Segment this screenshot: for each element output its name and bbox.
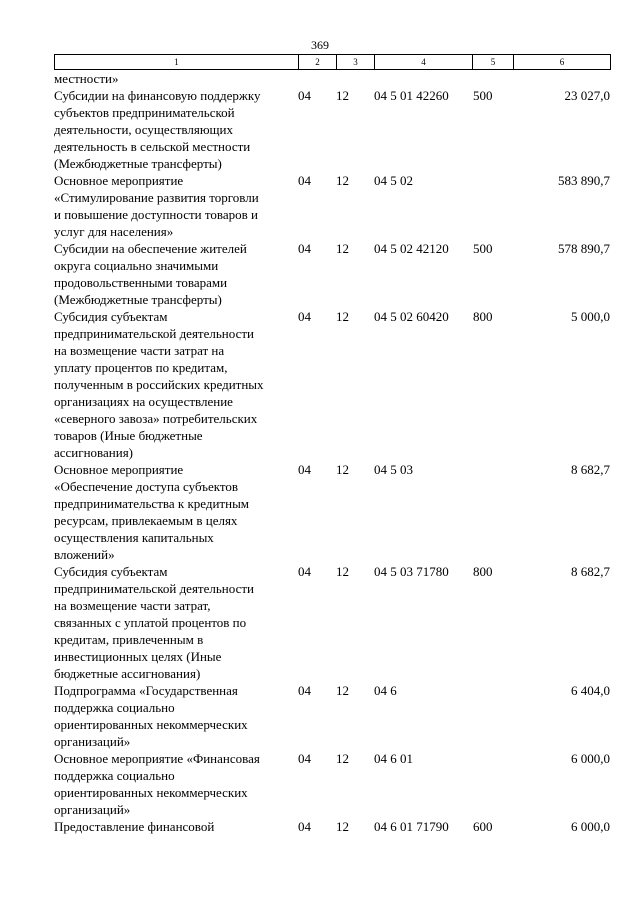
description-line: вложений» (54, 547, 115, 562)
target-article-code: 04 6 01 (374, 751, 413, 766)
description-line: округа социально значимыми (54, 258, 219, 273)
row-description (54, 240, 297, 308)
description-line: организаций» (54, 802, 131, 817)
subsection-code: 12 (336, 309, 349, 324)
description-line: деятельность в сельской местности (54, 139, 251, 154)
description-line: деятельности, осуществляющих (54, 122, 234, 137)
amount: 8 682,7 (571, 462, 610, 477)
target-article-code: 04 5 03 (374, 462, 413, 477)
subsection-code: 12 (336, 819, 349, 834)
table-row (54, 70, 614, 87)
description-line: поддержка социально (54, 700, 175, 715)
target-article-code: 04 5 01 42260 (374, 88, 449, 103)
amount: 23 027,0 (564, 88, 610, 103)
target-article-code: 04 6 01 71790 (374, 819, 449, 834)
expense-type-code: 800 (473, 309, 493, 324)
description-line: товаров (Иные бюджетные (54, 428, 203, 443)
section-code: 04 (298, 683, 311, 698)
subsection-code: 12 (336, 173, 349, 188)
section-code: 04 (298, 462, 311, 477)
description-line: уплату процентов по кредитам, (54, 360, 228, 375)
table-row (54, 172, 614, 240)
description-line: Предоставление финансовой (54, 819, 215, 834)
description-line: ассигнования) (54, 445, 134, 460)
description-line: Субсидии на финансовую поддержку (54, 88, 261, 103)
description-line: ориентированных некоммерческих (54, 717, 248, 732)
description-line: Подпрограмма «Государственная (54, 683, 238, 698)
subsection-code: 12 (336, 564, 349, 579)
row-description (54, 172, 297, 240)
table-row (54, 750, 614, 818)
description-line: Основное мероприятие «Финансовая (54, 751, 260, 766)
description-line: «Обеспечение доступа субъектов (54, 479, 239, 494)
description-line: осуществления капитальных (54, 530, 214, 545)
table-row (54, 563, 614, 682)
description-line: Субсидия субъектам (54, 309, 168, 324)
amount: 583 890,7 (558, 173, 610, 188)
target-article-code: 04 5 03 71780 (374, 564, 449, 579)
table-row (54, 308, 614, 461)
amount: 578 890,7 (558, 241, 610, 256)
description-line: ресурсам, привлекаемым в целях (54, 513, 238, 528)
table-row (54, 240, 614, 308)
column-header-4: 4 (375, 55, 473, 70)
description-line: местности» (54, 71, 119, 86)
description-line: «Стимулирование развития торговли (54, 190, 259, 205)
description-line: предпринимательской деятельности (54, 581, 254, 596)
description-line: Субсидия субъектам (54, 564, 168, 579)
description-line: (Межбюджетные трансферты) (54, 156, 222, 171)
section-code: 04 (298, 751, 311, 766)
section-code: 04 (298, 173, 311, 188)
description-line: «северного завоза» потребительских (54, 411, 258, 426)
amount: 8 682,7 (571, 564, 610, 579)
description-line: инвестиционных целях (Иные (54, 649, 222, 664)
subsection-code: 12 (336, 751, 349, 766)
description-line: Субсидии на обеспечение жителей (54, 241, 247, 256)
column-header-row (54, 54, 611, 70)
section-code: 04 (298, 88, 311, 103)
description-line: организациях на осуществление (54, 394, 233, 409)
description-line: связанных с уплатой процентов по (54, 615, 247, 630)
target-article-code: 04 6 (374, 683, 397, 698)
column-header-3: 3 (337, 55, 375, 70)
description-line: организаций» (54, 734, 131, 749)
section-code: 04 (298, 241, 311, 256)
table-row (54, 461, 614, 563)
description-line: предпринимательства к кредитным (54, 496, 250, 511)
row-description (54, 818, 297, 835)
description-line: ориентированных некоммерческих (54, 785, 248, 800)
column-header-5: 5 (473, 55, 514, 70)
description-line: и повышение доступности товаров и (54, 207, 258, 222)
target-article-code: 04 5 02 42120 (374, 241, 449, 256)
row-description (54, 682, 297, 750)
description-line: кредитам, привлеченным в (54, 632, 204, 647)
section-code: 04 (298, 564, 311, 579)
description-line: Основное мероприятие (54, 462, 184, 477)
row-description (54, 563, 297, 682)
row-description (54, 461, 297, 563)
amount: 6 404,0 (571, 683, 610, 698)
column-header-2: 2 (299, 55, 337, 70)
description-line: поддержка социально (54, 768, 175, 783)
table-row (54, 87, 614, 172)
subsection-code: 12 (336, 683, 349, 698)
row-description (54, 308, 297, 461)
description-line: Основное мероприятие (54, 173, 184, 188)
expense-type-code: 500 (473, 88, 493, 103)
page-number: 369 (311, 38, 329, 52)
subsection-code: 12 (336, 88, 349, 103)
section-code: 04 (298, 309, 311, 324)
description-line: на возмещение части затрат на (54, 343, 225, 358)
description-line: полученным в российских кредитных (54, 377, 264, 392)
row-description (54, 750, 297, 818)
budget-table-body (54, 70, 614, 835)
target-article-code: 04 5 02 60420 (374, 309, 449, 324)
amount: 6 000,0 (571, 819, 610, 834)
description-line: (Межбюджетные трансферты) (54, 292, 222, 307)
expense-type-code: 500 (473, 241, 493, 256)
row-description (54, 70, 297, 87)
subsection-code: 12 (336, 462, 349, 477)
expense-type-code: 600 (473, 819, 493, 834)
subsection-code: 12 (336, 241, 349, 256)
amount: 5 000,0 (571, 309, 610, 324)
table-row (54, 818, 614, 835)
description-line: бюджетные ассигнования) (54, 666, 201, 681)
column-header-1: 1 (55, 55, 299, 70)
expense-type-code: 800 (473, 564, 493, 579)
description-line: предпринимательской деятельности (54, 326, 254, 341)
description-line: субъектов предпринимательской (54, 105, 235, 120)
section-code: 04 (298, 819, 311, 834)
target-article-code: 04 5 02 (374, 173, 413, 188)
column-header-6: 6 (514, 55, 611, 70)
amount: 6 000,0 (571, 751, 610, 766)
description-line: на возмещение части затрат, (54, 598, 211, 613)
row-description (54, 87, 297, 172)
table-row (54, 682, 614, 750)
description-line: продовольственными товарами (54, 275, 228, 290)
description-line: услуг для населения» (54, 224, 174, 239)
